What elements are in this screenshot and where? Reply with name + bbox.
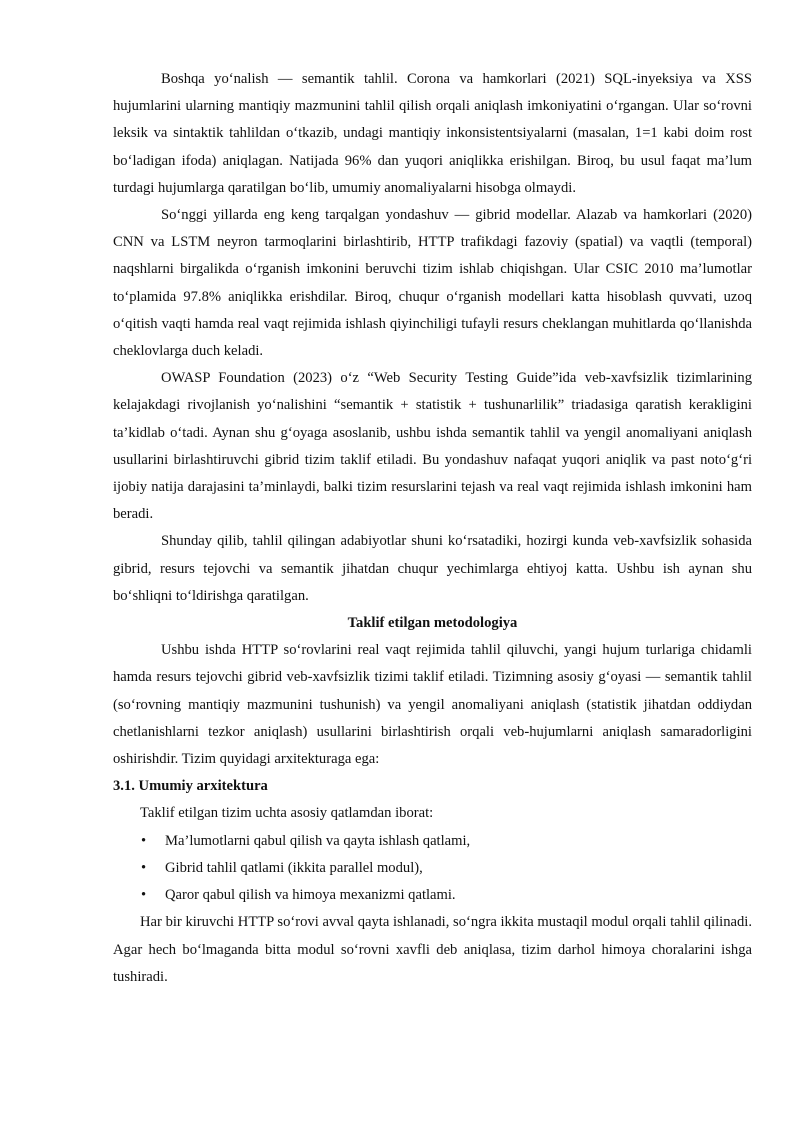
list-item-text: Gibrid tahlil qatlami (ikkita parallel modul),: [165, 859, 423, 876]
heading-methodology: Taklif etilgan metodologiya: [347, 615, 518, 632]
paragraph-hybrid-models: So‘nggi yillarda eng keng tarqalgan yondashuv — gibrid modellar. Alazab va hamkorlari (2020) CNN va LSTM neyron tarmoqlarini birlashtirib, HTTP trafikdagi fazoviy (spatial) va vaqtli (temporal) naqshlarni birgalikda o‘rganish imkonini beruvchi tizim ishlab chiqishgan. Ular CSIC 2010 ma’lumotlar to‘plamida 97.8% aniqlikka erishdilar. Biroq, chuqur o‘rganish modellari katta hisoblash quvvati, uzoq o‘qitish vaqti hamda real vaqt rejimida ishlash qiyinchiligi tufayli resurs cheklangan muhitlarda qo‘llanishda cheklovlarga duch keladi.: [113, 207, 752, 360]
list-item: [140, 882, 752, 909]
list-item-text: Ma’lumotlarni qabul qilish va qayta ishlash qatlami,: [165, 832, 471, 849]
list-item-text: Qaror qabul qilish va himoya mexanizmi qatlami.: [165, 887, 456, 904]
paragraph-methodology: Ushbu ishda HTTP so‘rovlarini real vaqt rejimida tahlil qiluvchi, yangi hujum turlariga chidamli hamda resurs tejovchi gibrid veb-xavfsizlik tizimi taklif etiladi. Tizimning asosiy g‘oyasi — semantik tahlil (so‘rovning mantiqiy mazmunini tushunish) va yengil anomaliyani aniqlash (statistik jihatdan oddiydan chetlanishlarni tezkor aniqlash) usullarini birlashtirish orqali veb-hujumlarni aniqlash samaradorligini oshirishdir. Tizim quyidagi arxitekturaga ega:: [113, 642, 752, 768]
bullet-icon: •: [141, 887, 147, 904]
layer-list: [113, 828, 752, 910]
paragraph-conclusion: Shunday qilib, tahlil qilingan adabiyotlar shuni ko‘rsatadiki, hozirgi kunda veb-xavfsizlik sohasida gibrid, resurs tejovchi va semantik jihatdan chuqur yechimlarga ehtiyoj katta. Ushbu ish aynan shu bo‘shliqni to‘ldirishga qaratilgan.: [113, 533, 752, 604]
section-heading-architecture: 3.1. Umumiy arxitektura: [113, 778, 268, 795]
paragraph-final: Har bir kiruvchi HTTP so‘rovi avval qayta ishlanadi, so‘ngra ikkita mustaqil modul orqali tahlil qilinadi. Agar hech bo‘lmaganda bitta modul so‘rovni xavfli deb aniqlasa, tizim darhol himoya choralarini ishga tushiradi.: [113, 914, 752, 985]
bullet-icon: •: [141, 859, 147, 876]
bullet-icon: •: [141, 832, 147, 849]
section-intro: Taklif etilgan tizim uchta asosiy qatlamdan iborat:: [140, 805, 434, 822]
paragraph-semantic-analysis: Boshqa yo‘nalish — semantik tahlil. Corona va hamkorlari (2021) SQL-inyeksiya va XSS hujumlarini ularning mantiqiy mazmunini tahlil qilish orqali aniqlash imkoniyatini o‘rgangan. Ular so‘rovni leksik va sintaktik tahlildan o‘tkazib, undagi mantiqiy inkonsistentsiyalarni (masalan, 1=1 kabi doim rost bo‘ladigan ifoda) aniqlagan. Natijada 96% dan yuqori aniqlikka erishilgan. Biroq, bu usul faqat ma’lum turdagi hujumlarga qaratilgan bo‘lib, umumiy anomaliyalarni hisobga olmaydi.: [113, 71, 752, 196]
paragraph-owasp: OWASP Foundation (2023) o‘z “Web Security Testing Guide”ida veb-xavfsizlik tizimlarining kelajakdagi rivojlanish yo‘nalishini “semantik + statistik + tushunarlilik” triadasiga qaratish kerakligini ta’kidlab o‘tadi. Aynan shu g‘oyaga asoslanib, ushbu ishda semantik tahlil va yengil anomaliyani aniqlash usullarini birlashtiruvchi gibrid tizim taklif etiladi. Bu yondashuv nafaqat yuqori aniqlik va past noto‘g‘ri ijobiy natija darajasini ta’minlaydi, balki tizim resurslarini tejash va real vaqt rejimida ishlash imkonini ham beradi.: [113, 370, 752, 523]
list-item: [140, 855, 752, 882]
list-item: [140, 828, 752, 855]
